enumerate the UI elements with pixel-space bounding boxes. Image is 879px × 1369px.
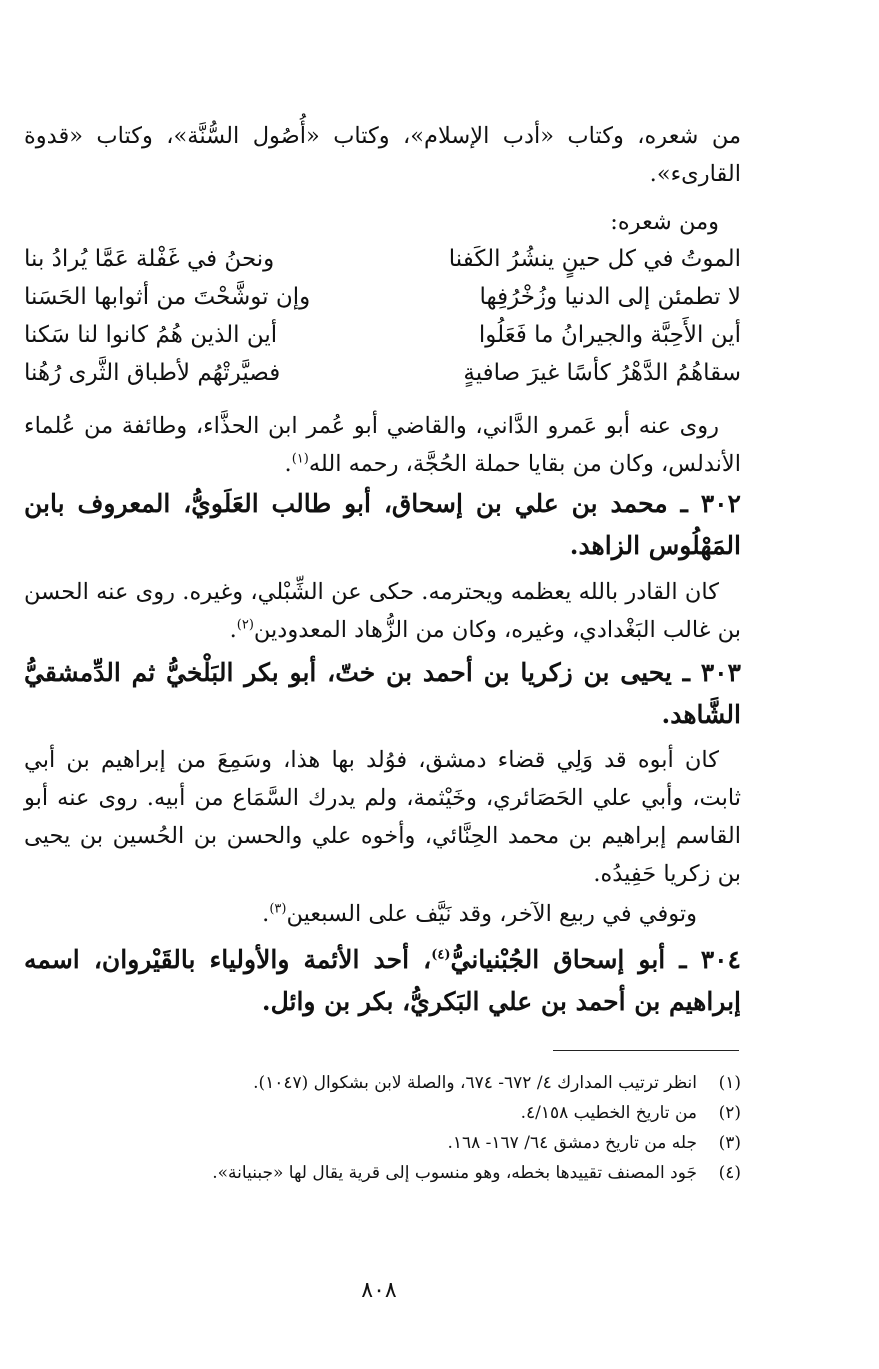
hemistich-first: أين الأَحِبَّة والجيرانُ ما فَعَلُوا xyxy=(478,322,741,348)
paragraph-entry-302: كان القادر بالله يعظمه ويحترمه. حكى عن الشِّبْلي، وغيره. روى عنه الحسن بن غالب البَغْدادي، وغيره، وكان من الزُّهاد المعدودين$^{(٢)}$. xyxy=(24,579,741,643)
paragraph-poetry-intro: ومن شعره: xyxy=(610,209,719,235)
footnote-text: جله من تاريخ دمشق ٦٤/ ١٦٧- ١٦٨. xyxy=(447,1133,697,1153)
poem-verse xyxy=(24,240,741,278)
paragraph-death: وتوفي في ربيع الآخر، وقد نَيَّف على السبعين$^{(٣)}$. xyxy=(262,901,697,927)
page-number: ٨٠٨ xyxy=(361,1278,397,1303)
hemistich-second: ونحنُ في غَفْلة عَمَّا يُرادُ بنا xyxy=(24,246,275,272)
paragraph-narrators: روى عنه أبو عَمرو الدَّاني، والقاضي أبو عُمر ابن الحذَّاء، وطائفة من عُلماء الأندلس، وكان من بقايا حملة الحُجَّة، رحمه الله$^{(١)}$. xyxy=(24,413,741,477)
footnote-number: (٣) xyxy=(718,1133,741,1153)
entry-heading-304: ٣٠٤ ـ أبو إسحاق الجُبْنيانيُّ$^{(٤)}$، أحد الأئمة والأولياء بالقَيْروان، اسمه إبراهيم بن أحمد بن علي البَكريُّ، بكر بن وائل. xyxy=(24,945,741,1016)
footnote-text: من تاريخ الخطيب ٤/١٥٨. xyxy=(520,1103,697,1123)
paragraph-works: من شعره، وكتاب «أدب الإسلام»، وكتاب «أُصُول السُّنَّة»، وكتاب «قدوة القارىء». xyxy=(24,123,741,187)
footnote-item xyxy=(24,1128,741,1158)
footnote-item xyxy=(24,1068,741,1098)
footnote-number: (٢) xyxy=(718,1103,741,1123)
hemistich-second: أين الذين هُمُ كانوا لنا سَكنا xyxy=(24,322,278,348)
poem-verse xyxy=(24,354,741,392)
footnote-number: (١) xyxy=(718,1073,741,1093)
paragraph-entry-303: كان أبوه قد وَلِي قضاء دمشق، فوُلد بها هذا، وسَمِعَ من إبراهيم بن أبي ثابت، وأبي علي الحَصَائري، وخَيْثمة، ولم يدرك السَّمَاع من أبيه. روى عنه أبو القاسم إبراهيم بن محمد الحِنَّائي، وأخوه علي والحسن بن الحُسين بن يحيى بن زكريا حَفِيدُه. xyxy=(24,747,741,887)
entry-heading-303: ٣٠٣ ـ يحيى بن زكريا بن أحمد بن ختّ، أبو بكر البَلْخيُّ ثم الدِّمشقيُّ الشَّاهد. xyxy=(24,658,741,729)
footnote-text: انظر ترتيب المدارك ٤/ ٦٧٢- ٦٧٤، والصلة لابن بشكوال (١٠٤٧). xyxy=(253,1073,697,1093)
footnote-ref-4: (٤) xyxy=(431,947,451,963)
poem-verse xyxy=(24,316,741,354)
footnote-text: جَود المصنف تقييدها بخطه، وهو منسوب إلى قرية يقال لها «جبنيانة». xyxy=(212,1163,697,1183)
footnote-ref-3: (٣) xyxy=(269,901,287,917)
footnotes xyxy=(24,1068,741,1188)
footnote-ref-1: (١) xyxy=(291,451,309,467)
entry-heading-302: ٣٠٢ ـ محمد بن علي بن إسحاق، أبو طالب العَلَويُّ، المعروف بابن المَهْلُوس الزاهد. xyxy=(24,489,741,560)
poem xyxy=(24,240,741,392)
hemistich-first: لا تطمئن إلى الدنيا وزُخْرُفِها xyxy=(479,284,741,310)
hemistich-first: سقاهُمُ الدَّهْرُ كأسًا غيرَ صافيةٍ xyxy=(463,360,741,386)
footnote-number: (٤) xyxy=(718,1163,741,1183)
poem-verse xyxy=(24,278,741,316)
footnote-item xyxy=(24,1098,741,1128)
hemistich-first: الموتُ في كل حينٍ ينشُرُ الكَفنا xyxy=(448,246,741,272)
footnote-item xyxy=(24,1158,741,1188)
footnote-separator xyxy=(553,1050,739,1051)
hemistich-second: فصيَّرتْهُم لأطباق الثَّرى رُهُنا xyxy=(24,360,281,386)
footnote-ref-2: (٢) xyxy=(236,617,254,633)
hemistich-second: وإن توشَّحْتَ من أثوابها الحَسَنا xyxy=(24,284,311,310)
